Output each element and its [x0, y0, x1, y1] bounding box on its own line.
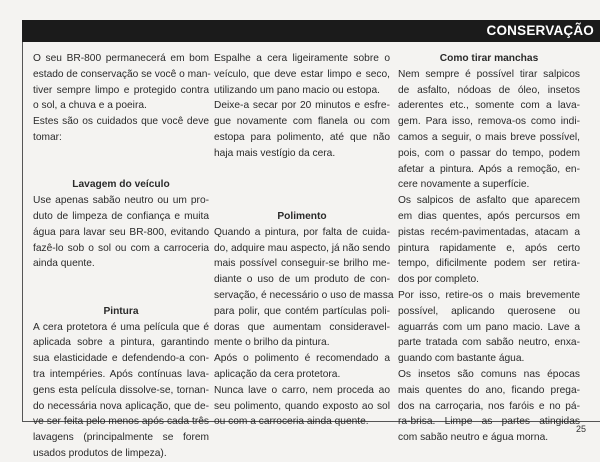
text-line: doras que aumentam consideravel-: [214, 321, 390, 333]
text-line: do, adquire mau aspecto, já não sendo: [214, 242, 391, 254]
page-number: 25: [575, 424, 586, 434]
text-line: Os salpicos de asfalto que aparecem: [398, 195, 580, 207]
text-line: Quando a pintura, por falta de cuida-: [214, 226, 390, 238]
spacer: [33, 288, 209, 304]
paragraph: [214, 383, 390, 430]
text-line: o sol, a chuva e a poeira.: [33, 100, 147, 112]
text-line: aplicação da cera protetora.: [214, 368, 341, 380]
text-line: água para lavar seu BR-800, evitando: [33, 226, 209, 238]
text-line: mais quentes do ano, ficando prega-: [398, 384, 580, 396]
text-line: gue novamente com flanela ou com: [214, 116, 390, 128]
text-line: servação, é necessário o uso de massa: [214, 289, 394, 301]
paragraph: [33, 51, 209, 114]
paragraph: [398, 288, 580, 367]
text-line: do necessária nova aplicação, que de-: [33, 400, 209, 412]
text-line: tiver sempre limpo e protegido contra: [33, 84, 209, 96]
text-line: usados produtos de limpeza).: [33, 447, 167, 459]
text-line: seu polimento, quando exposto ao sol: [214, 400, 390, 412]
text-line: dos na carroçaria, nos faróis e no pá-: [398, 400, 580, 412]
text-line: ou com a carroceria ainda quente.: [214, 416, 369, 428]
text-line: pistas recém-pavimentadas, atacam a: [398, 226, 580, 238]
section-heading: Pintura: [103, 305, 139, 317]
text-line: estopa para polimento, até que não: [214, 131, 390, 143]
text-line: mente o brilho da pintura.: [214, 337, 330, 349]
text-line: guando com bastante água.: [398, 353, 525, 365]
text-line: mais possível conseguir-se brilho me-: [214, 258, 390, 270]
text-line: com sabão neutro e água morna.: [398, 432, 549, 444]
paragraph: [398, 193, 580, 288]
page-title: CONSERVAÇÃO: [486, 23, 594, 38]
text-line: lavagens (principalmente se forem: [33, 432, 209, 444]
text-line: tempo, dificilmente podem ser retira-: [398, 258, 580, 270]
text-line: ra-brisa. Limpe as partes atingidas: [398, 416, 580, 428]
text-line: duto de limpeza de confiança e muita: [33, 210, 209, 222]
text-line: sua elasticidade e defendendo-a con-: [33, 353, 209, 365]
text-line: fazê-lo sob o sol ou com a carroceria: [33, 242, 209, 254]
text-line: Use apenas sabão neutro ou um pro-: [33, 195, 209, 207]
text-line: cere novamente a superfície.: [398, 179, 530, 191]
text-line: veículo, que deve estar limpo e seco,: [214, 68, 390, 80]
text-line: camos a seguir, o mais breve possível,: [398, 131, 580, 143]
text-line: ve ser feita pelo menos após cada três: [33, 416, 209, 428]
spacer: [214, 162, 390, 178]
section-heading: Como tirar manchas: [439, 53, 539, 64]
section-heading: Lavagem do veículo: [72, 179, 170, 191]
text-column-1: [33, 51, 209, 462]
text-line: pois, com o passar do tempo, podem: [398, 147, 580, 159]
text-line: aguarrás com um pano macio. Lave a: [398, 321, 580, 333]
left-rule: [22, 42, 23, 422]
text-line: estado de conservação se você o man-: [33, 68, 211, 80]
text-line: Espalhe a cera ligeiramente sobre o: [214, 53, 390, 64]
paragraph: [33, 320, 209, 462]
text-line: diante o uso de um produto de con-: [214, 274, 390, 286]
text-line: afetar a pintura. Após a remoção, en-: [398, 163, 580, 175]
text-line: pintura rapidamente e, após certo: [398, 242, 580, 254]
paragraph: [398, 67, 580, 193]
text-line: Nem sempre é possível tirar salpicos: [398, 68, 580, 80]
text-line: Deixe-a secar por 20 minutos e esfre-: [214, 100, 390, 112]
text-line: gens esta película dissolve-se, tornan-: [33, 384, 209, 396]
text-column-2: [214, 51, 394, 430]
text-line: Os insetos são comuns nas épocas: [398, 368, 580, 380]
spacer: [33, 146, 209, 162]
text-line: aplicada sobre a pintura, garantindo: [33, 337, 209, 349]
text-line: de asfalto, nódoas de óleo, insetos: [398, 84, 580, 96]
paragraph: [398, 367, 580, 446]
text-column-3: [398, 51, 580, 446]
spacer: [33, 162, 209, 178]
text-line: possível, aplicando querosene ou: [398, 305, 580, 317]
header-bar: [22, 20, 600, 42]
text-line: gem. Para isso, remova-os como indi-: [398, 116, 580, 128]
text-line: haja mais vestígio da cera.: [214, 147, 336, 159]
paragraph: [214, 98, 390, 161]
spacer: [214, 177, 390, 193]
text-line: A cera protetora é uma película que é: [33, 321, 209, 333]
paragraph: [214, 351, 390, 383]
text-line: Nunca lave o carro, nem proceda ao: [214, 384, 390, 396]
text-line: O seu BR-800 permanecerá em bom: [33, 53, 209, 64]
section-heading: Polimento: [277, 210, 327, 222]
paragraph: [214, 225, 394, 351]
text-line: Estes são os cuidados que você deve: [33, 116, 209, 128]
text-line: dos por completo.: [398, 274, 479, 286]
text-line: tomar:: [33, 131, 62, 143]
text-line: para polir, que contém partículas poli-: [214, 305, 390, 317]
text-line: Após o polimento é recomendado a: [214, 353, 390, 365]
text-line: utilizando um pano macio ou estopa.: [214, 84, 380, 96]
text-line: em dias quentes, após percursos em: [398, 210, 580, 222]
text-line: parte tratada com sabão neutro, enxa-: [398, 337, 580, 349]
paragraph: [214, 51, 390, 98]
spacer: [33, 272, 209, 288]
text-line: tra intempéries. Após contínuas lava-: [33, 368, 209, 380]
text-line: ainda quente.: [33, 258, 95, 270]
paragraph: [33, 114, 209, 146]
paragraph: [33, 193, 209, 272]
text-line: aderentes etc., somente com a lava-: [398, 100, 580, 112]
spacer: [214, 193, 390, 209]
text-line: Por isso, retire-os o mais brevemente: [398, 289, 580, 301]
